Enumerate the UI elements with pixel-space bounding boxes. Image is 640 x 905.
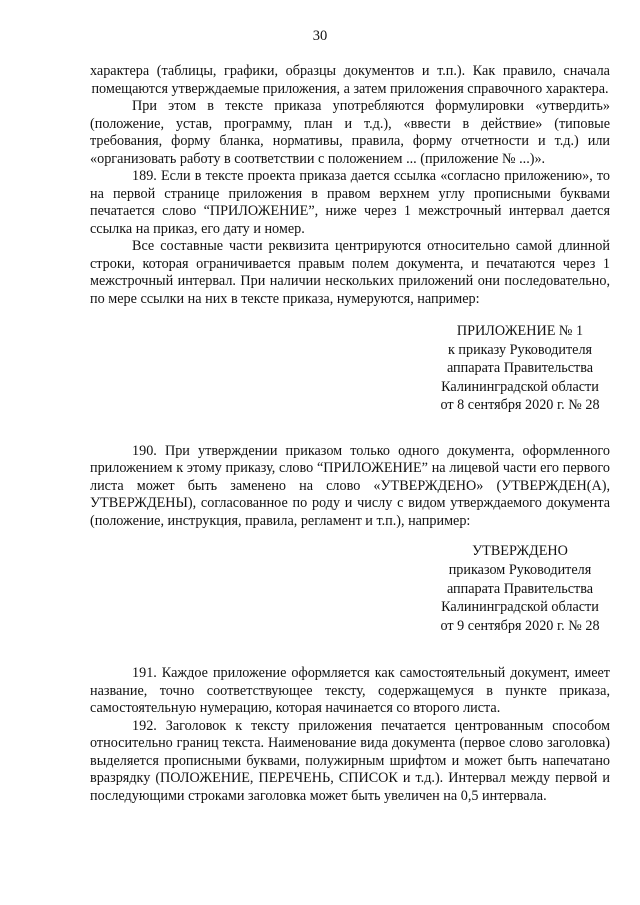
paragraph-189: 189. Если в тексте проекта приказа дается ссылка «согласно приложению», то на первой странице приложения в правом верхнем углу прописными буквами печатается слово “ПРИЛОЖЕНИЕ”, ниже через 1 межстрочный интервал дается ссылка на приказ, его дату и номер. xyxy=(90,168,610,237)
stamp-line: приказом Руководителя xyxy=(448,562,592,579)
stamp-line: к приказу Руководителя xyxy=(447,341,593,358)
example-appendix-stamp xyxy=(430,322,610,415)
stamp-line: от 9 сентября 2020 г. № 28 xyxy=(440,617,600,634)
stamp-line: УТВЕРЖДЕНО xyxy=(472,543,568,560)
stamp-line: Калининградской области xyxy=(441,378,599,395)
stamp-line: аппарата Правительства xyxy=(446,580,594,597)
page-number: 30 xyxy=(312,28,328,44)
stamp-line: Калининградской области xyxy=(441,599,599,616)
paragraph-191: 191. Каждое приложение оформляется как самостоятельный документ, имеет название, точно соответствующее тексту, содержащемуся в пункте приказа, самостоятельную нумерацию, которая начинается со второго листа. xyxy=(90,665,610,717)
stamp-line: аппарата Правительства xyxy=(446,360,594,377)
stamp-line: от 8 сентября 2020 г. № 28 xyxy=(440,397,600,414)
paragraph-192: 192. Заголовок к тексту приложения печатается центрованным способом относительно границ текста. Наименование вида документа (первое слово заголовка) выделяется прописными буквами, полужирным шрифтом и может быть напечатано вразрядку (ПОЛОЖЕНИЕ, ПЕРЕЧЕНЬ, СПИСОК и т.д.). Интервал между первой и последующими строками заголовка может быть увеличен на 0,5 интервала. xyxy=(90,717,610,804)
paragraph-requisite-parts: Все составные части реквизита центрируются относительно самой длинной строки, которая ограничивается правым полем документа, и печатаются через 1 межстрочный интервал. При наличии нескольких приложений они последовательно, по мере ссылки на них в тексте приказа, нумеруются, например: xyxy=(90,238,610,307)
paragraph-190: 190. При утверждении приказом только одного документа, оформленного приложением к этому приказу, слово “ПРИЛОЖЕНИЕ” на лицевой части его первого листа может быть заменено на слово «УТВЕРЖДЕНО» (УТВЕРЖДЕН(А), УТВЕРЖДЕНЫ), согласованное по роду и числу с видом утверждаемого документа (положение, инструкция, правила, регламент и т.п.), например: xyxy=(90,442,610,529)
paragraph-continuation: характера (таблицы, графики, образцы документов и т.п.). Как правило, сначала помещаются утверждаемые приложения, а затем приложения справочного характера. xyxy=(90,63,610,97)
example-approved-stamp xyxy=(430,542,610,635)
document-body xyxy=(90,63,610,805)
stamp-line: ПРИЛОЖЕНИЕ № 1 xyxy=(456,323,584,339)
paragraph-formulations: При этом в тексте приказа употребляются формулировки «утвердить» (положение, устав, программу, план и т.д.), «ввести в действие» (типовые требования, форму бланка, нормативы, правила, форму отчетности и т.д.) или «организовать работу в соответствии с положением ... (приложение № ...)». xyxy=(90,98,610,167)
